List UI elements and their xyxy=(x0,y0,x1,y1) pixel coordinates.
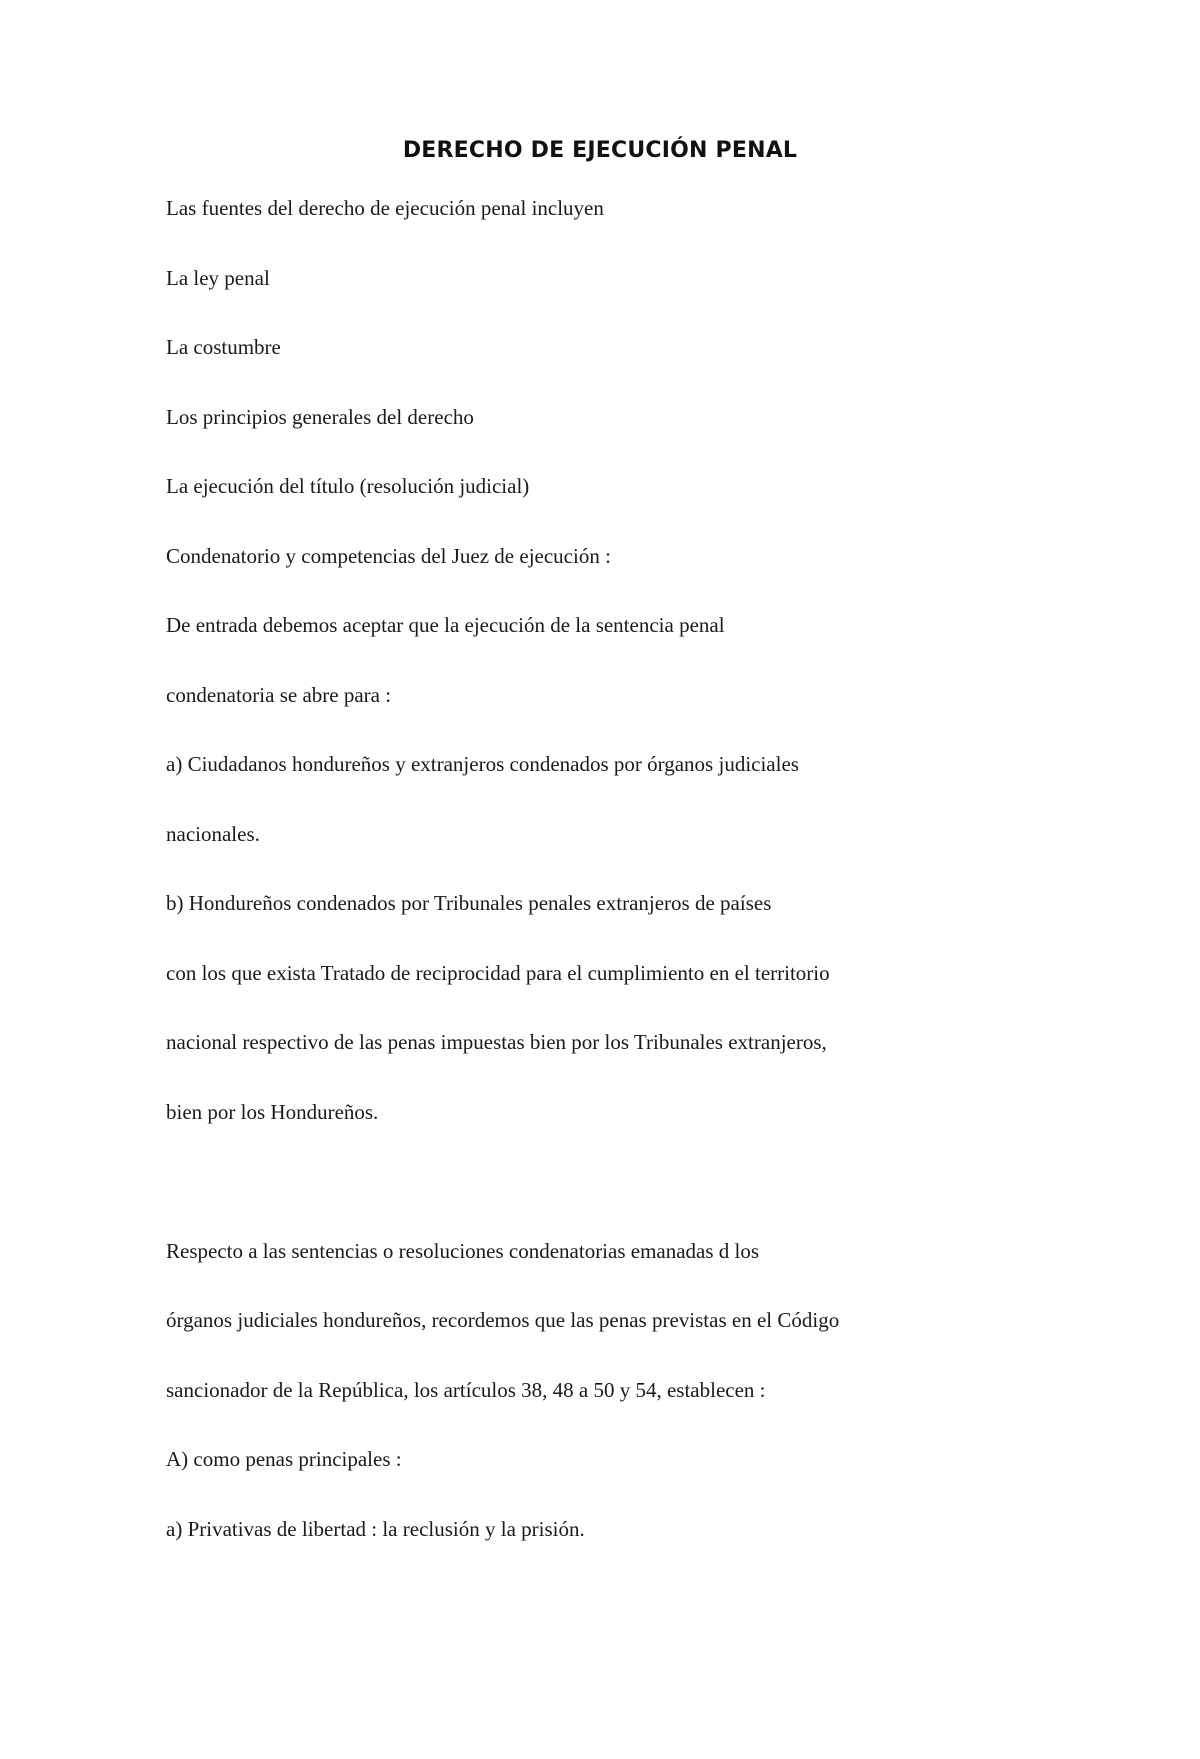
blank-line xyxy=(166,1169,1066,1239)
paragraph-line: Las fuentes del derecho de ejecución penal incluyen xyxy=(166,196,604,220)
paragraph-line: sancionador de la República, los artículos 38, 48 a 50 y 54, establecen : xyxy=(166,1377,766,1402)
paragraph-line: nacionales. xyxy=(166,821,260,846)
paragraph-line: bien por los Hondureños. xyxy=(166,1099,379,1124)
paragraph-line: a) Privativas de libertad : la reclusión y la prisión. xyxy=(166,1516,585,1541)
paragraph-line: condenatoria se abre para : xyxy=(166,682,392,707)
document-title: DERECHO DE EJECUCIÓN PENAL xyxy=(402,138,798,163)
paragraph-line: De entrada debemos aceptar que la ejecución de la sentencia penal xyxy=(166,613,725,637)
paragraph-line: Condenatorio y competencias del Juez de ejecución : xyxy=(166,543,611,568)
paragraph-line: a) Ciudadanos hondureños y extranjeros condenados por órganos judiciales xyxy=(166,752,799,776)
paragraph-line: órganos judiciales hondureños, recordemos que las penas previstas en el Código xyxy=(166,1308,840,1332)
paragraph-line: con los que exista Tratado de reciprocidad para el cumplimiento en el territorio xyxy=(166,960,830,985)
paragraph-line: La costumbre xyxy=(166,335,281,359)
paragraph-line: La ejecución del título (resolución judicial) xyxy=(166,474,530,498)
paragraph-line: A) como penas principales : xyxy=(166,1447,402,1471)
paragraph-line: Los principios generales del derecho xyxy=(166,404,474,429)
paragraph-line: nacional respectivo de las penas impuestas bien por los Tribunales extranjeros, xyxy=(166,1030,827,1054)
paragraph-line: b) Hondureños condenados por Tribunales penales extranjeros de países xyxy=(166,891,772,915)
paragraph-line: La ley penal xyxy=(166,265,270,290)
paragraph-line: Respecto a las sentencias o resoluciones condenatorias emanadas d los xyxy=(166,1238,760,1263)
document-body xyxy=(166,196,1066,1586)
